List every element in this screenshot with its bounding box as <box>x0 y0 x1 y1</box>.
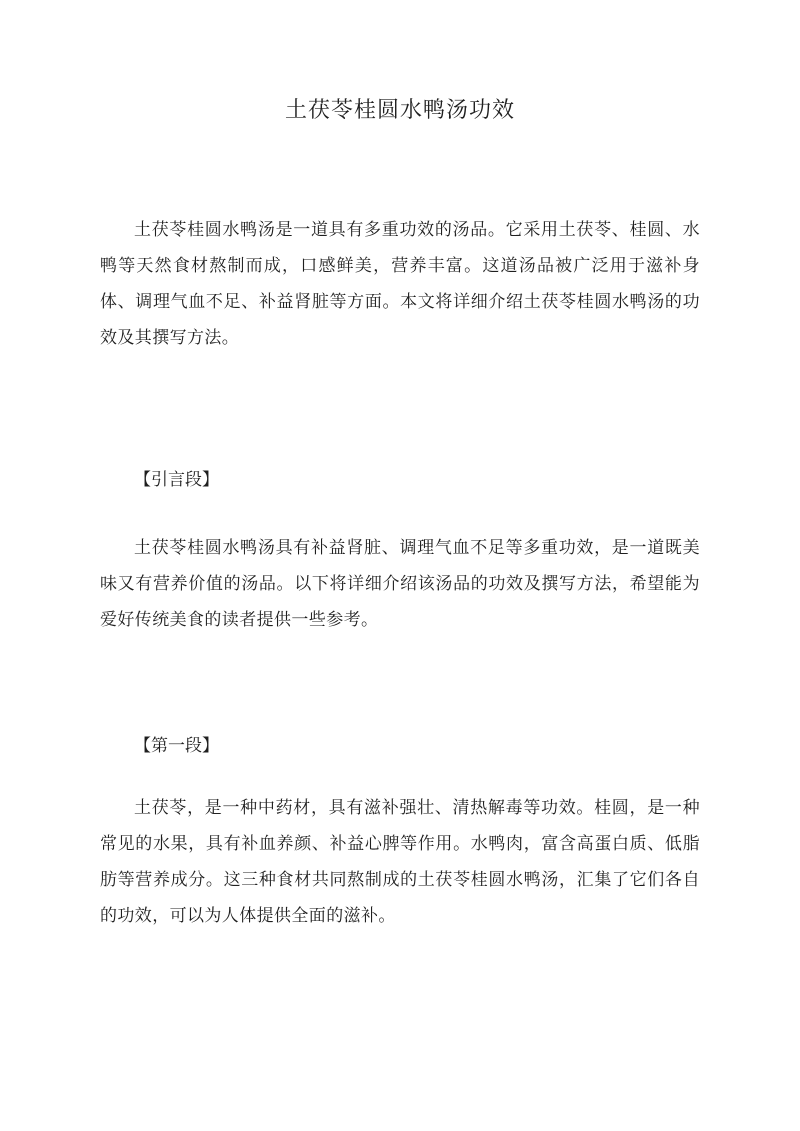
section-heading-first: 【第一段】 <box>134 736 219 756</box>
document-title: 土茯苓桂圆水鸭汤功效 <box>284 98 515 123</box>
section-body-introduction: 土茯苓桂圆水鸭汤具有补益肾脏、调理气血不足等多重功效，是一道既美味又有营养价值的汤品。以下将详细介绍该汤品的功效及撰写方法，希望能为爱好传统美食的读者提供一些参考。 <box>100 538 700 630</box>
section-body-first: 土茯苓，是一种中药材，具有滋补强壮、清热解毒等功效。桂圆，是一种常见的水果，具有补血养颜、补益心脾等作用。水鸭肉，富含高蛋白质、低脂肪等营养成分。这三种食材共同熬制成的土茯苓桂圆水鸭汤，汇集了它们各自的功效，可以为人体提供全面的滋补。 <box>100 798 700 926</box>
intro-paragraph: 土茯苓桂圆水鸭汤是一道具有多重功效的汤品。它采用土茯苓、桂圆、水鸭等天然食材熬制而成，口感鲜美，营养丰富。这道汤品被广泛用于滋补身体、调理气血不足、补益肾脏等方面。本文将详细介绍土茯苓桂圆水鸭汤的功效及其撰写方法。 <box>100 220 700 348</box>
section-heading-introduction: 【引言段】 <box>134 470 219 490</box>
